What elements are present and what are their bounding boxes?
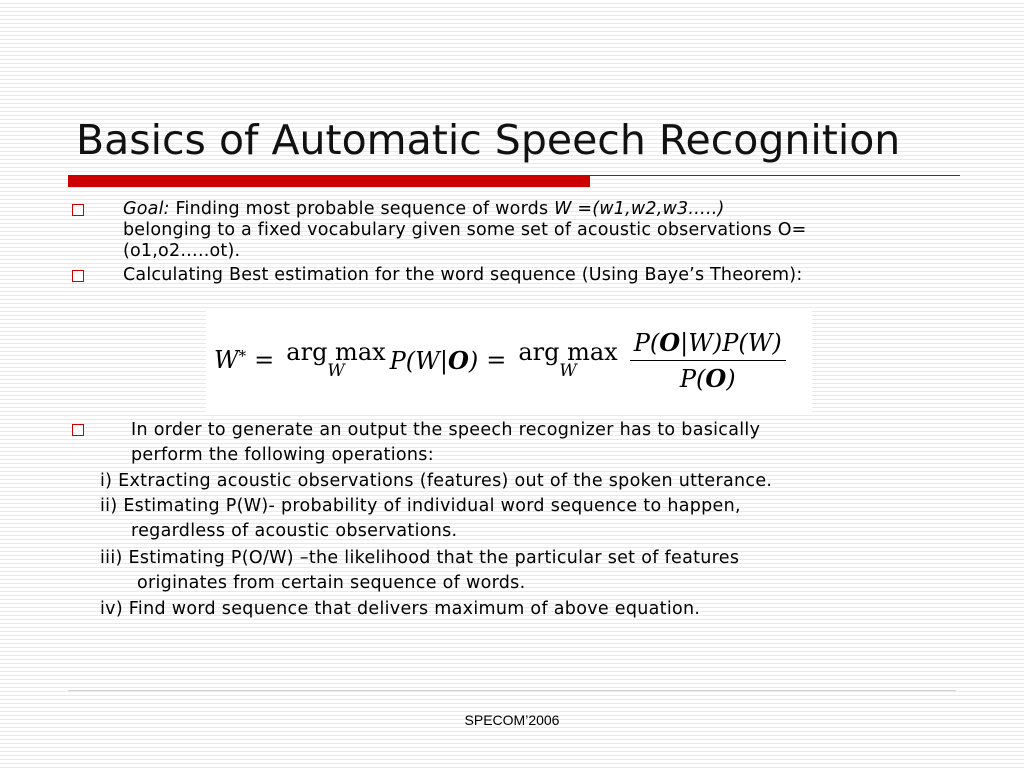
slide-title: Basics of Automatic Speech Recognition [76, 116, 901, 164]
op-item-3: iii) Estimating P(O/W) –the likelihood that the particular set of features [100, 548, 740, 568]
goal-label: Goal: [123, 199, 170, 219]
op-item-3-cont: originates from certain sequence of words. [137, 573, 526, 593]
bayes-text: Calculating Best estimation for the word sequence (Using Baye’s Theorem): [123, 265, 803, 285]
bullet-square-icon [72, 270, 84, 282]
posterior-close: ) [468, 346, 479, 375]
eq-equals-1: = [254, 346, 275, 374]
goal-line-1 [123, 200, 725, 219]
posterior-bar: | [439, 346, 448, 375]
goal-text: Finding most probable sequence of words [169, 199, 555, 219]
fraction-denominator [680, 361, 736, 393]
op-item-1: i) Extracting acoustic observations (features) out of the spoken utterance. [100, 471, 773, 491]
argmax-sub: W [559, 361, 577, 381]
op-item-4: iv) Find word sequence that delivers maximum of above equation. [100, 599, 701, 619]
eq-equals-2: = [486, 346, 507, 374]
posterior-w: W [415, 346, 440, 375]
eq-argmax-1 [286, 338, 386, 381]
title-underline [590, 175, 960, 176]
goal-line-2: belonging to a fixed vocabulary given some set of acoustic observations O= [123, 220, 807, 240]
bullet-square-icon [72, 204, 84, 216]
num-rest: |W)P(W) [680, 328, 782, 357]
posterior-p: P( [389, 346, 416, 375]
footer-text: SPECOM’2006 [464, 712, 560, 728]
title-accent-bar [68, 175, 590, 187]
eq-posterior [390, 346, 479, 375]
eq-lhs: W [214, 346, 239, 374]
posterior-o: O [447, 345, 469, 375]
goal-words: W =(w1,w2,w3…..) [554, 199, 725, 219]
num-o: O [659, 327, 681, 357]
eq-fraction [630, 328, 786, 393]
eq-star: * [238, 347, 247, 365]
bayes-equation [214, 308, 786, 412]
argmax-text: arg max [518, 338, 618, 366]
footer-rule [68, 690, 956, 691]
den-o: O [705, 363, 727, 393]
argmax-text: arg max [286, 338, 386, 366]
num-p: P( [633, 328, 660, 357]
op-item-2: ii) Estimating P(W)- probability of individual word sequence to happen, [100, 496, 741, 516]
ops-line-1: In order to generate an output the speech recognizer has to basically [131, 420, 761, 440]
op-item-2-cont: regardless of acoustic observations. [131, 521, 458, 541]
eq-argmax-2 [518, 338, 618, 381]
fraction-numerator [630, 328, 786, 361]
equation-box [206, 308, 812, 412]
den-close: ) [726, 364, 736, 393]
goal-line-3: (o1,o2…..ot). [123, 241, 241, 261]
argmax-sub: W [327, 361, 345, 381]
den-p: P( [679, 364, 706, 393]
bullet-square-icon [72, 424, 84, 436]
ops-line-2: perform the following operations: [131, 445, 434, 465]
